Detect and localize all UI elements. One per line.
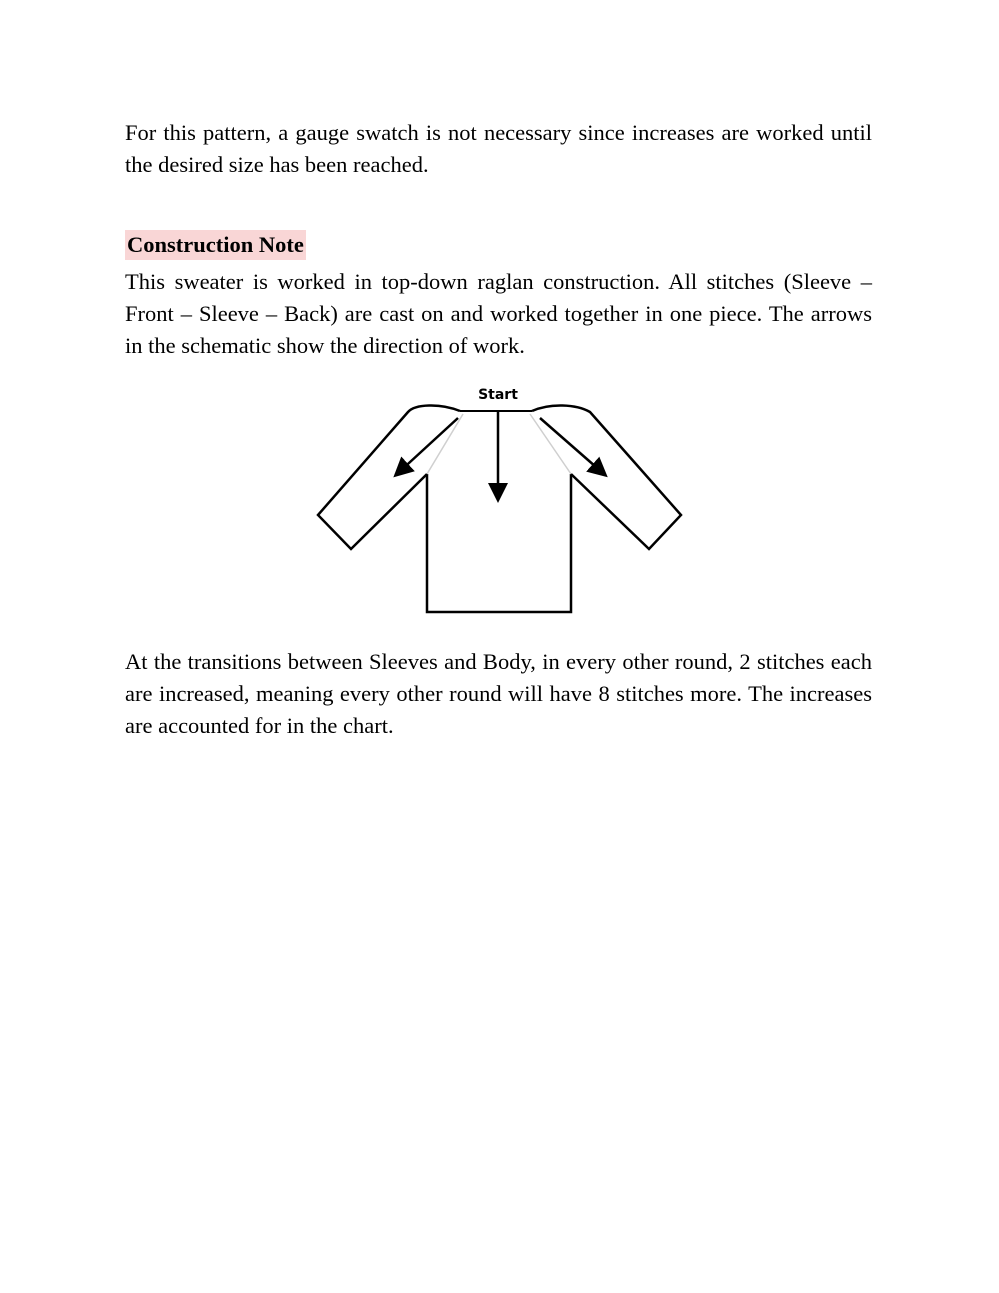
right-sleeve-arrow [540,418,604,474]
left-sleeve-outline [318,405,460,549]
increases-paragraph: At the transitions between Sleeves and Body, in every other round, 2 stitches each are increased, meaning every other round will have 8 stitches more. The increases are accounted for in the chart. [125,649,872,738]
right-raglan-line [530,414,571,474]
left-raglan-line [427,414,463,474]
construction-paragraph: This sweater is worked in top-down raglan construction. All stitches (Sleeve – Front – Sleeve – Back) are cast on and worked together in one piece. The arrows in the schematic show the direction of work. [125,269,872,358]
start-label: Start [478,387,518,403]
left-sleeve-arrow [397,418,458,474]
construction-note-heading: Construction Note [125,230,306,260]
gauge-paragraph: For this pattern, a gauge swatch is not necessary since increases are worked until the desired size has been reached. [125,120,872,177]
sweater-schematic [300,378,700,623]
right-sleeve-outline [532,405,681,549]
